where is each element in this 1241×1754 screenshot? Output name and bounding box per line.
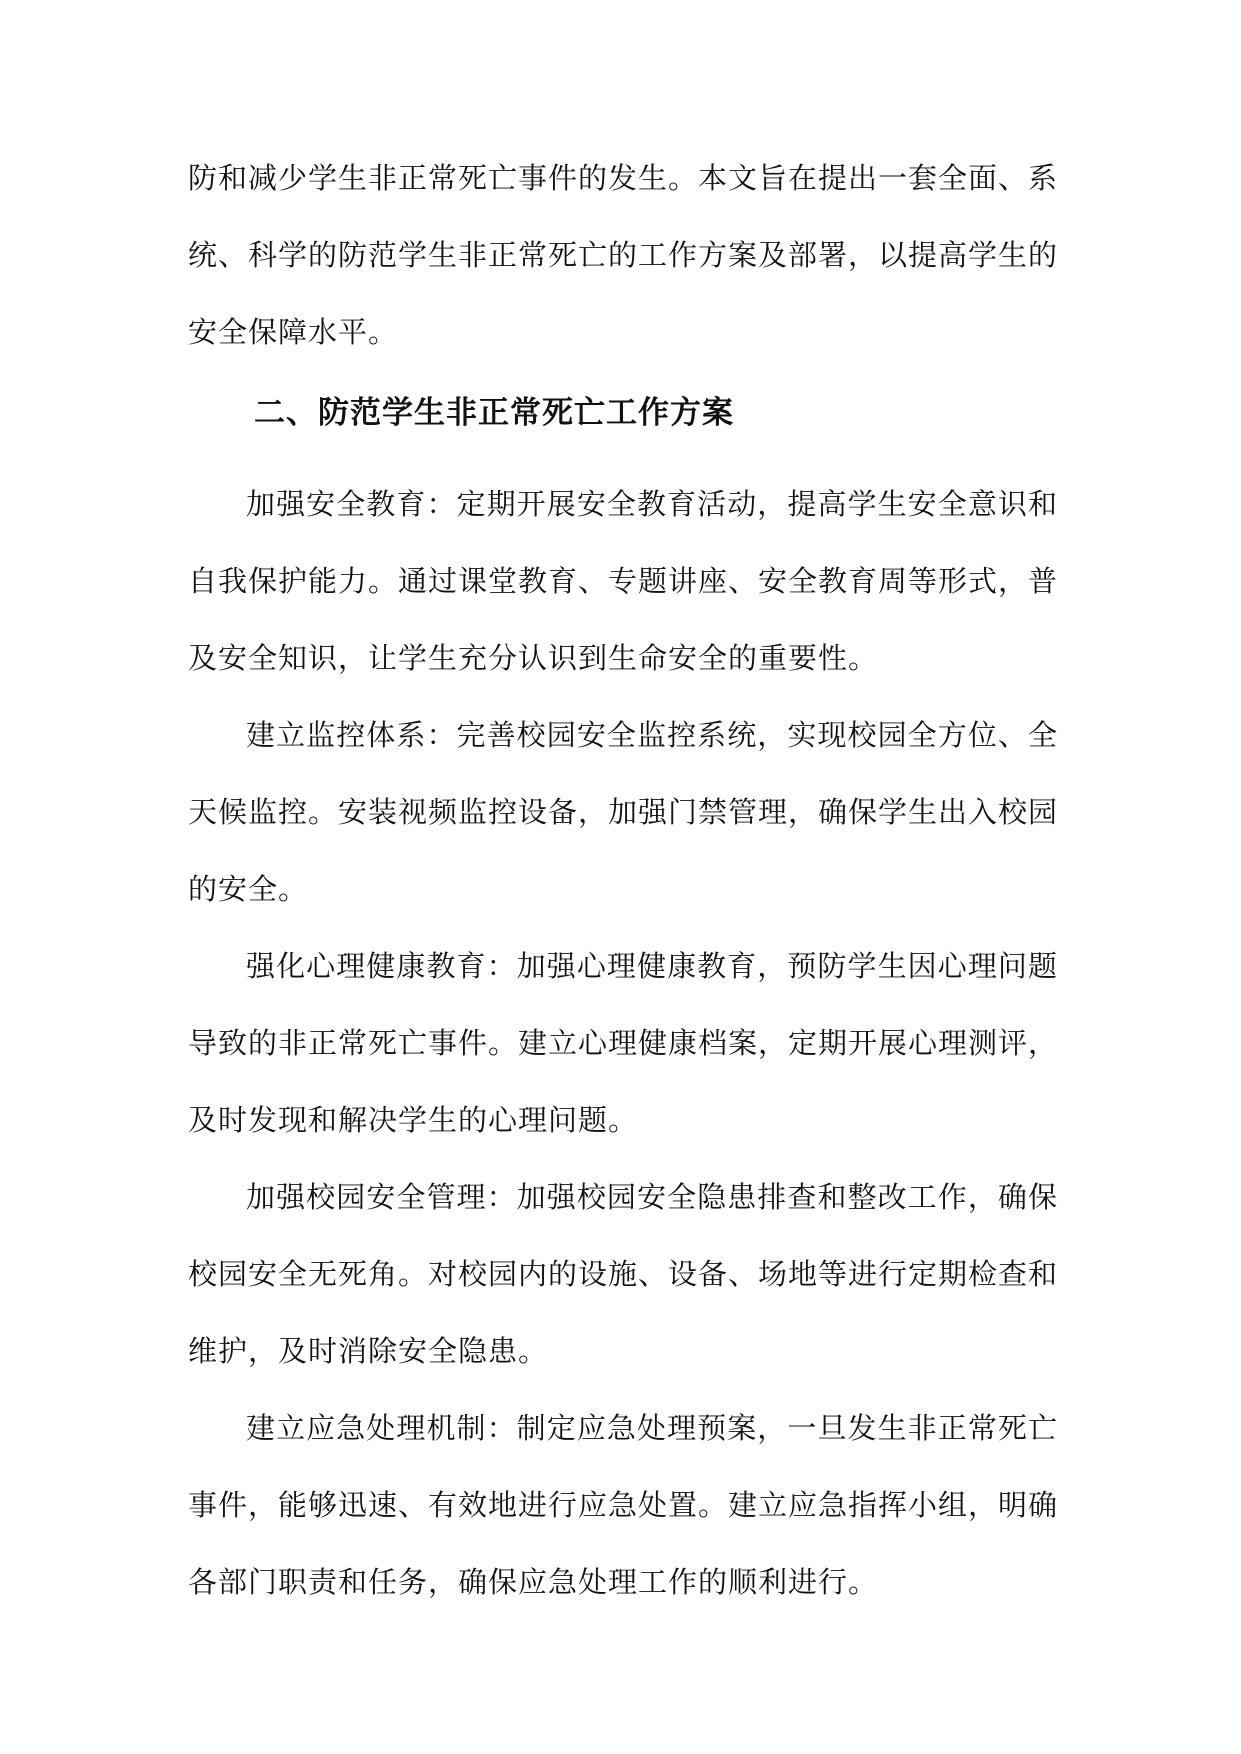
- document-body: [188, 140, 1058, 1621]
- paragraph-safety-education: 加强安全教育：定期开展安全教育活动，提高学生安全意识和自我保护能力。通过课堂教育、专题讲座、安全教育周等形式，普及安全知识，让学生充分认识到生命安全的重要性。: [188, 487, 1059, 675]
- paragraph-mental-health: 强化心理健康教育：加强心理健康教育，预防学生因心理问题导致的非正常死亡事件。建立心理健康档案，定期开展心理测评，及时发现和解决学生的心理问题。: [188, 949, 1059, 1137]
- section-heading: 二、防范学生非正常死亡工作方案: [254, 395, 734, 431]
- paragraph-monitoring-system: 建立监控体系：完善校园安全监控系统，实现校园全方位、全天候监控。安装视频监控设备，加强门禁管理，确保学生出入校园的安全。: [188, 718, 1059, 906]
- paragraph-emergency-mechanism: 建立应急处理机制：制定应急处理预案，一旦发生非正常死亡事件，能够迅速、有效地进行应急处置。建立应急指挥小组，明确各部门职责和任务，确保应急处理工作的顺利进行。: [188, 1411, 1059, 1599]
- paragraph-campus-safety: 加强校园安全管理：加强校园安全隐患排查和整改工作，确保校园安全无死角。对校园内的设施、设备、场地等进行定期检查和维护，及时消除安全隐患。: [188, 1180, 1059, 1368]
- intro-paragraph: 防和减少学生非正常死亡事件的发生。本文旨在提出一套全面、系统、科学的防范学生非正常死亡的工作方案及部署，以提高学生的安全保障水平。: [188, 161, 1059, 349]
